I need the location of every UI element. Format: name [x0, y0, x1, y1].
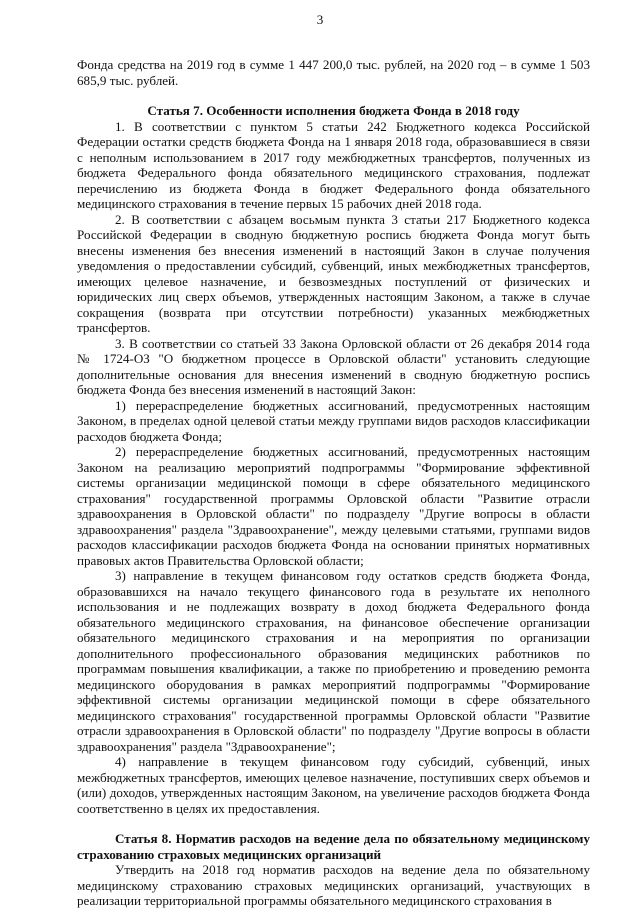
document-body: [77, 57, 590, 909]
article-7-paragraph-2: 2. В соответствии с абзацем восьмым пункта 3 статьи 217 Бюджетного кодекса Российской Федерации в сводную бюджетную роспись бюджета Фонда могут быть внесены изменения без внесения изменений в настоящий Закон в случае получения уведомления о предоставлении субсидий, субвенций, иных межбюджетных трансфертов, имеющих целевое назначение, и безвозмездных поступлений от физических и юридических лиц сверх объемов, утвержденных настоящим Законом, а также в случае сокращения (возврата при отсутствии потребности) указанных межбюджетных трансфертов.: [77, 211, 590, 335]
article-7-item-3: 3) направление в текущем финансовом году остатков средств бюджета Фонда, образовавшихся на начало текущего финансового года в результате их неполного использования и не подлежащих возврату в доход бюджета Федерального фонда обязательного медицинского страхования, на финансовое обеспечение организации обязательного медицинского страхования и на мероприятия по организации дополнительного профессионального образования медицинских работников по программам повышения квалификации, а также по приобретению и проведению ремонта медицинского оборудования в рамках мероприятий подпрограммы "Формирование эффективной системы организации медицинской помощи в сфере обязательного медицинского страхования" государственной программы Орловской области "Развитие отрасли здравоохранения в Орловской области" по подразделу "Другие вопросы в области здравоохранения" раздела "Здравоохранение";: [77, 568, 590, 754]
intro-paragraph: Фонда средства на 2019 год в сумме 1 447 200,0 тыс. рублей, на 2020 год – в сумме 1 503 685,9 тыс. рублей.: [77, 57, 590, 88]
article-7-title: Статья 7. Особенности исполнения бюджета Фонда в 2018 году: [147, 103, 520, 118]
article-7-paragraph-3: 3. В соответствии со статьей 33 Закона Орловской области от 26 декабря 2014 года № 1724-ОЗ "О бюджетном процессе в Орловской области" установить следующие дополнительные основания для внесения изменений в сводную бюджетную роспись бюджета Фонда без внесения изменений в настоящий Закон:: [77, 335, 590, 397]
article-7-item-4: 4) направление в текущем финансовом году субсидий, субвенций, иных межбюджетных трансфертов, имеющих целевое назначение, поступивших сверх объемов и (или) доходов, утвержденных настоящим Законом, на увеличение расходов бюджета Фонда соответственно в целях их предоставления.: [77, 754, 590, 816]
article-8-paragraph: Утвердить на 2018 год норматив расходов на ведение дела по обязательному медицинскому страхованию страховых медицинских организаций, участвующих в реализации территориальной программы обязательного медицинского страхования в: [77, 862, 590, 908]
article-8-title: Статья 8. Норматив расходов на ведение дела по обязательному медицинскому страхованию страховых медицинских организаций: [77, 831, 590, 862]
article-7-item-1: 1) перераспределение бюджетных ассигнований, предусмотренных настоящим Законом, в пределах одной целевой статьи между группами видов расходов классификации расходов бюджета Фонда;: [77, 397, 590, 444]
article-7-paragraph-1: 1. В соответствии с пунктом 5 статьи 242 Бюджетного кодекса Российской Федерации остатки средств бюджета Фонда на 1 января 2018 года, образовавшиеся в связи с неполным использованием в 2017 году межбюджетных трансфертов, полученных из бюджета Федерального фонда обязательного медицинского страхования, подлежат перечислению из бюджета Фонда в бюджет Федерального фонда обязательного медицинского страхования в течение первых 15 рабочих дней 2018 года.: [77, 118, 590, 211]
article-7-item-2: 2) перераспределение бюджетных ассигнований, предусмотренных настоящим Законом на реализацию мероприятий подпрограммы "Формирование эффективной системы организации медицинской помощи в сфере обязательного медицинского страхования" государственной программы Орловской области "Развитие отрасли здравоохранения в Орловской области" по подразделу "Другие вопросы в области здравоохранения" раздела "Здравоохранение", между целевыми статьями, группами видов расходов классификации расходов бюджета Фонда на основании принятых нормативных правовых актов Правительства Орловской области;: [77, 444, 590, 568]
page-number: 3: [316, 12, 324, 27]
